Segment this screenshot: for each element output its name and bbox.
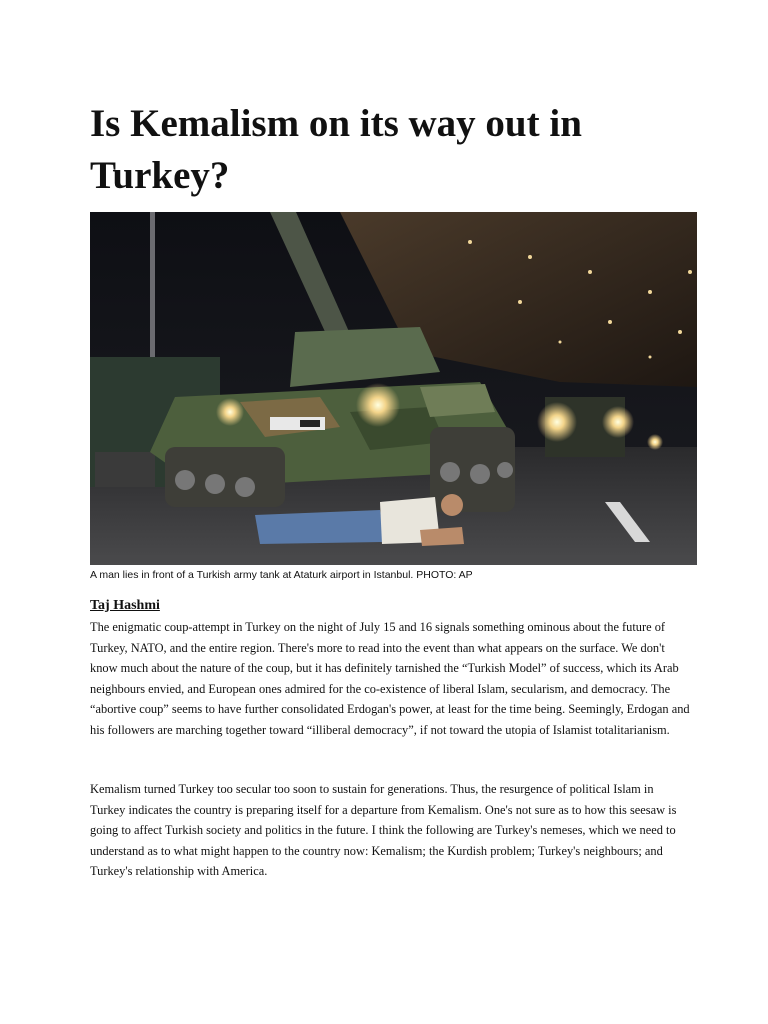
news-photo: [90, 212, 697, 565]
author-byline[interactable]: Taj Hashmi: [90, 598, 160, 613]
article-paragraph-2: Kemalism turned Turkey too secular too soon to sustain for generations. Thus, the resurgence of political Islam in Turkey indicates the country is preparing itself for a departure from Kemalism. One's not sure as to how this seesaw is going to affect Turkish society and politics in the future. I think the following are Turkey's nemeses, which we need to understand as to what might happen to the country now: Kemalism; the Kurdish problem; Turkey's neighbours; and Turkey's relationship with America.: [90, 782, 677, 878]
article-paragraph-1: The enigmatic coup-attempt in Turkey on the night of July 15 and 16 signals something ominous about the future of Turkey, NATO, and the entire region. There's more to read into the event than what appears on the surface. We don't know much about the nature of the coup, but it has definitely tarnished the “Turkish Model” of success, which its Arab neighbours envied, and European ones admired for the co-existence of liberal Islam, secularism, and democracy. The “abortive coup” seems to have further consolidated Erdogan's power, at least for the time being. Seemingly, Erdogan and his followers are marching together toward “illiberal democracy”, if not toward the utopia of Islamist totalitarianism.: [90, 620, 690, 737]
article-title: Is Kemalism on its way out in Turkey?: [90, 102, 582, 197]
photo-caption: A man lies in front of a Turkish army tank at Ataturk airport in Istanbul. PHOTO: AP: [90, 569, 473, 581]
